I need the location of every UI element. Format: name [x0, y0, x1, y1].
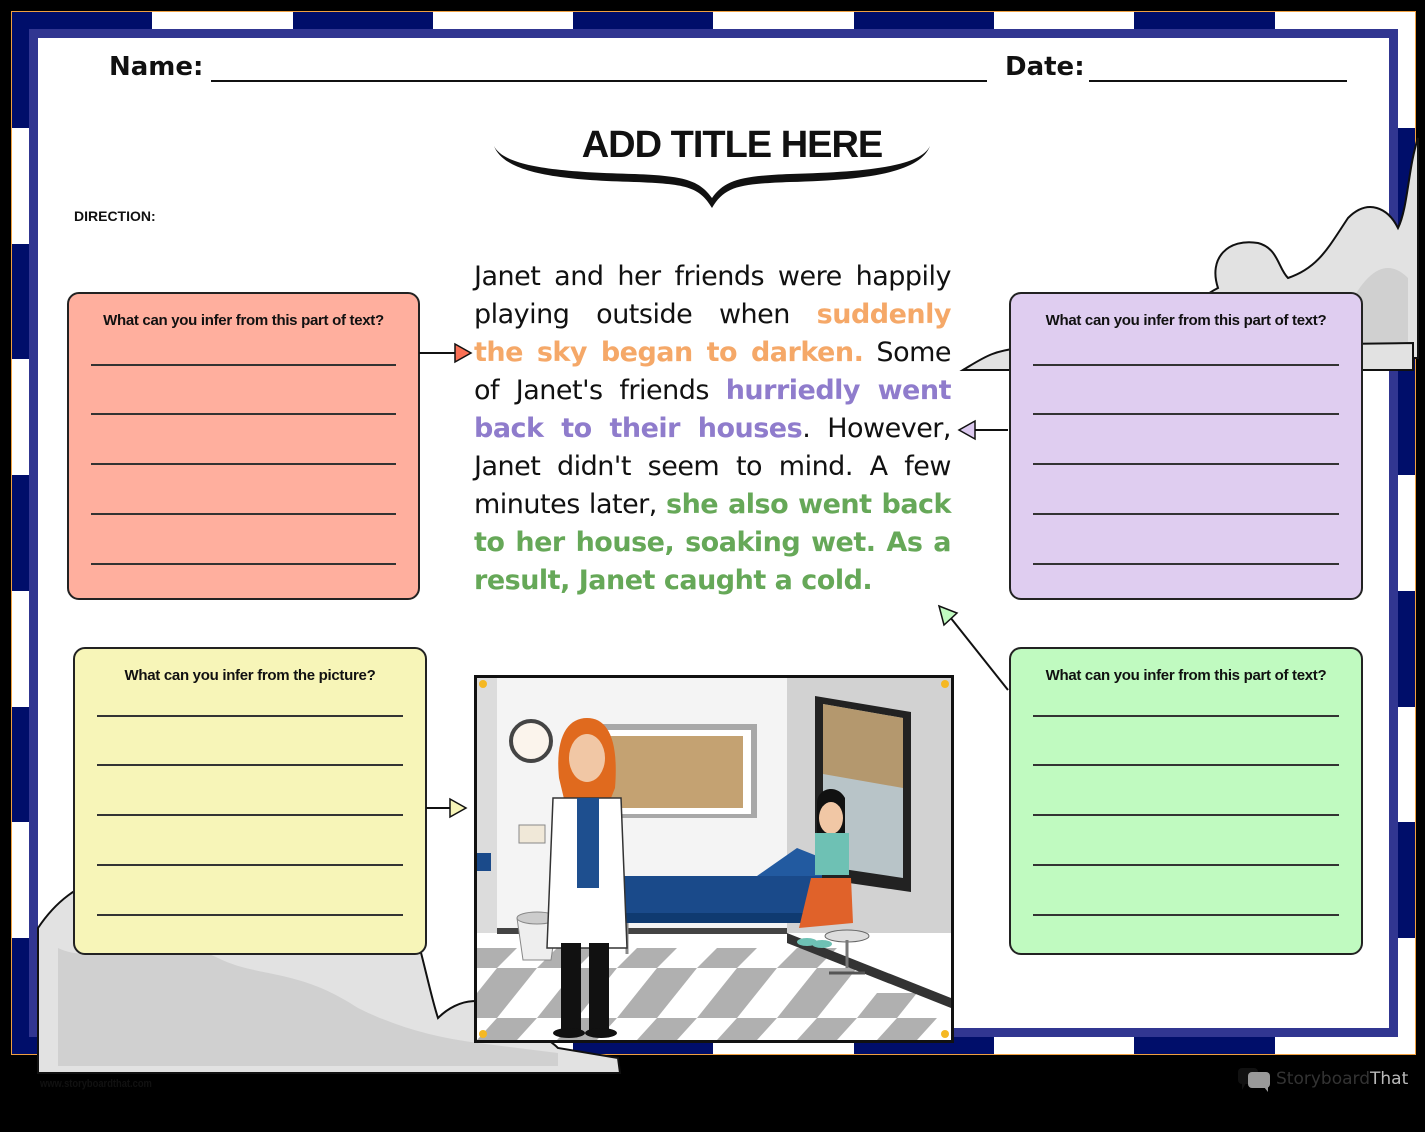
answer-lines[interactable]: [1033, 294, 1339, 598]
worksheet-title[interactable]: ADD TITLE HERE: [581, 124, 883, 166]
inference-box-purple: [1009, 292, 1363, 600]
box-question: What can you infer from this part of text?: [1045, 667, 1327, 684]
inference-box-green: [1009, 647, 1363, 955]
logo-text-main: Storyboard: [1276, 1069, 1370, 1089]
answer-lines[interactable]: [91, 294, 396, 598]
storyboardthat-logo[interactable]: [1238, 1066, 1408, 1092]
border-stripe-left: [12, 12, 29, 1054]
passage-text: . However, Janet didn't seem to mind. A few minutes later,: [474, 413, 951, 520]
box-question: What can you infer from this part of text?: [103, 312, 384, 329]
box-question: What can you infer from this part of text?: [1045, 312, 1327, 329]
website-url[interactable]: www.storyboardthat.com: [40, 1078, 152, 1090]
date-label: Date:: [1005, 52, 1085, 82]
name-label: Name:: [109, 52, 204, 82]
passage-highlight-orange: suddenly the sky began to darken.: [474, 299, 951, 368]
border-stripe-top: [12, 12, 1415, 29]
reading-passage: [474, 258, 951, 600]
inference-box-red: [67, 292, 420, 600]
passage-highlight-green: she also went back to her house, soaking wet. As a result, Janet caught a cold.: [474, 489, 951, 596]
speech-bubble-logo-icon: [1238, 1066, 1272, 1092]
inference-box-yellow: [73, 647, 427, 955]
passage-text: Janet and her friends were happily playing outside when: [474, 261, 951, 330]
answer-lines[interactable]: [1033, 649, 1339, 953]
answer-lines[interactable]: [97, 649, 403, 953]
worksheet-page: [11, 11, 1416, 1090]
scene-illustration: [474, 675, 954, 1043]
passage-highlight-purple: hurriedly went back to their houses: [474, 375, 952, 444]
date-blank-line[interactable]: [1089, 52, 1347, 82]
doctor-office-scene-icon: [477, 678, 951, 1040]
curly-brace-icon: [494, 142, 930, 212]
logo-text-accent: That: [1370, 1069, 1409, 1089]
passage-text: Some of Janet's friends: [474, 337, 951, 406]
box-question: What can you infer from the picture?: [124, 667, 376, 684]
name-blank-line[interactable]: [211, 52, 987, 82]
date-field[interactable]: [1005, 52, 1347, 82]
name-field[interactable]: [109, 52, 987, 82]
direction-label: DIRECTION:: [74, 208, 156, 224]
